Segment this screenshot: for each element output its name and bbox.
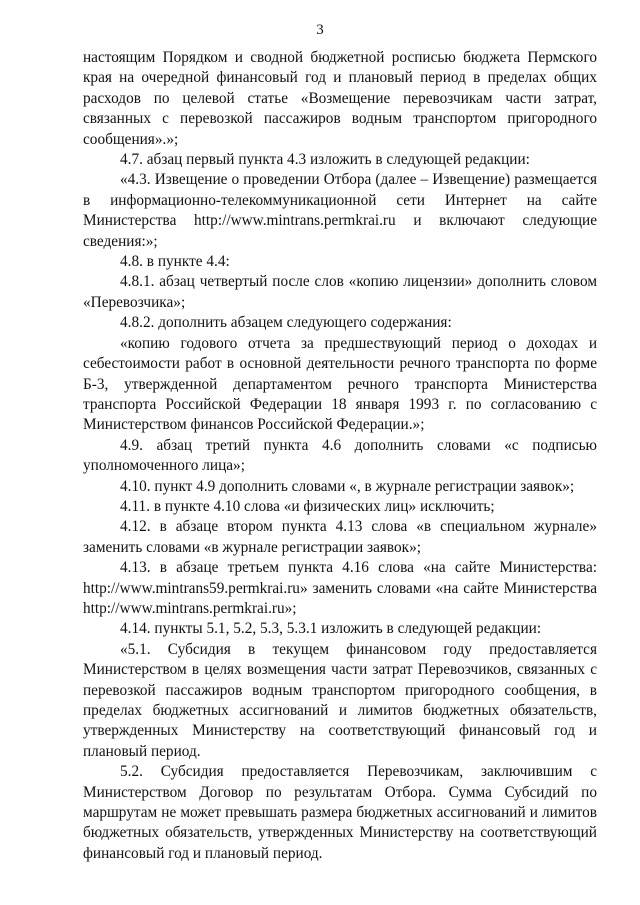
paragraph-4-14: 4.14. пункты 5.1, 5.2, 5.3, 5.3.1 изложить в следующей редакции: — [120, 620, 542, 638]
paragraph-4-12: 4.12. в абзаце втором пункта 4.13 слова «в специальном журнале» заменить словами «в журнале регистрации заявок»; — [83, 518, 597, 556]
paragraph-5-1: «5.1. Субсидия в текущем финансовом году предоставляется Министерством в целях возмещения части затрат Перевозчиков, связанных с перевозкой пассажиров водным транспортом пригородного сообщения, в пределах бюджетных ассигнований и лимитов бюджетных обязательств, утвержденных Министерству на соответствующий финансовый год и плановый период. — [83, 640, 597, 760]
paragraph-continuation: настоящим Порядком и сводной бюджетной росписью бюджета Пермского края на очередной финансовый год и плановый период в пределах общих расходов по целевой статье «Возмещение перевозчикам части затрат, связанных с перевозкой пассажиров водным транспортом пригородного сообщения».»; — [83, 49, 597, 148]
document-body — [83, 48, 597, 864]
page-number: 3 — [316, 22, 324, 38]
paragraph-5-2: 5.2. Субсидия предоставляется Перевозчикам, заключившим с Министерством Договор по результатам Отбора. Сумма Субсидий по маршрутам не может превышать размера бюджетных ассигнований и лимитов бюджетных обязательств, утвержденных Министерству на соответствующий финансовый год и плановый период. — [83, 763, 597, 862]
paragraph-4-8: 4.8. в пункте 4.4: — [120, 253, 230, 271]
paragraph-4-13: 4.13. в абзаце третьем пункта 4.16 слова «на сайте Министерства: http://www.mintrans59.permkrai.ru» заменить словами «на сайте Министерства http://www.mintrans.permkrai.ru»; — [83, 559, 597, 617]
paragraph-4-3-quote: «4.3. Извещение о проведении Отбора (далее – Извещение) размещается в информационно-телекоммуникационной сети Интернет на сайте Министерства http://www.mintrans.permkrai.ru и включают следующие сведения:»; — [83, 171, 597, 250]
paragraph-4-7: 4.7. абзац первый пункта 4.3 изложить в следующей редакции: — [120, 151, 530, 169]
paragraph-4-8-1: 4.8.1. абзац четвертый после слов «копию лицензии» дополнить словом «Перевозчика»; — [83, 273, 597, 311]
paragraph-4-11: 4.11. в пункте 4.10 слова «и физических лиц» исключить; — [120, 497, 495, 515]
paragraph-4-10: 4.10. пункт 4.9 дополнить словами «, в журнале регистрации заявок»; — [120, 477, 575, 495]
paragraph-report-quote: «копию годового отчета за предшествующий период о доходах и себестоимости работ в основной деятельности речного транспорта по форме Б-3, утвержденной департаментом речного транспорта Министерства транспорта Российской Федерации 18 января 1993 г. по согласованию с Министерством финансов Российской Федерации.»; — [83, 334, 597, 434]
paragraph-4-9: 4.9. абзац третий пункта 4.6 дополнить словами «с подписью уполномоченного лица»; — [83, 436, 597, 475]
paragraph-4-8-2: 4.8.2. дополнить абзацем следующего содержания: — [120, 314, 452, 332]
